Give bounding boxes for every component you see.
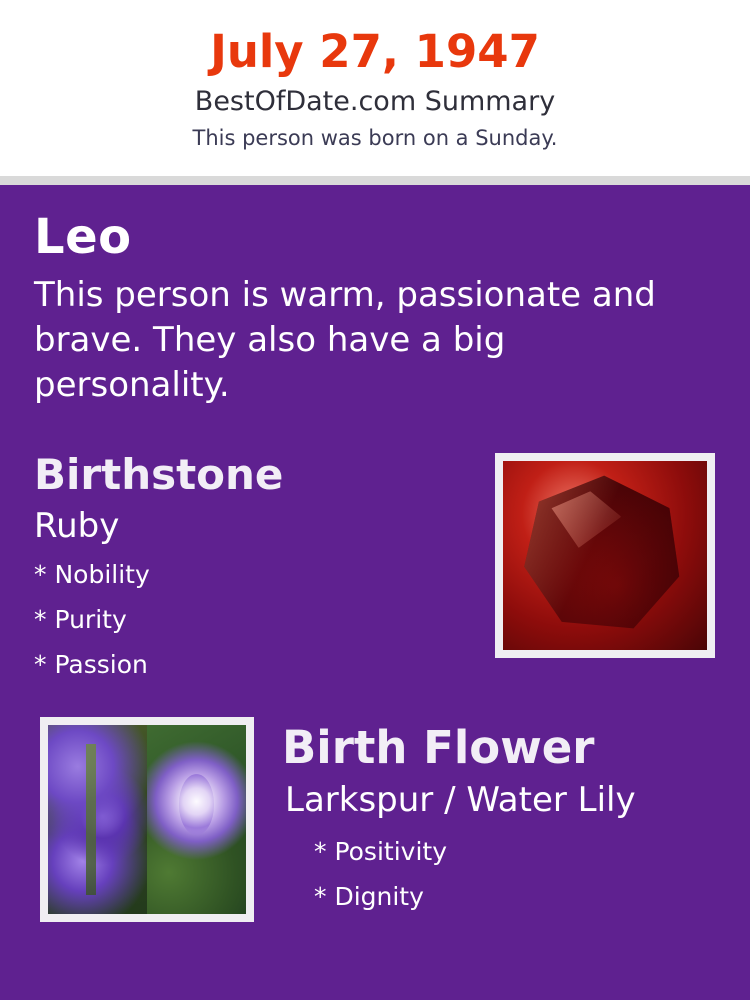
card-header bbox=[0, 0, 750, 176]
larkspur-image bbox=[48, 725, 147, 914]
birthflower-text bbox=[282, 717, 718, 919]
details-panel bbox=[0, 185, 750, 1000]
birthflower-title: Birth Flower bbox=[282, 721, 595, 774]
zodiac-description: This person is warm, passionate and brave. They also have a big personality. bbox=[34, 275, 656, 405]
header-divider bbox=[0, 176, 750, 185]
birthstone-name: Ruby bbox=[34, 506, 120, 546]
birthflower-trait: * Dignity bbox=[314, 882, 424, 911]
page-title: July 27, 1947 bbox=[210, 25, 540, 78]
water-lily-image bbox=[147, 725, 246, 914]
birthstone-trait: * Purity bbox=[34, 605, 127, 634]
birthflower-name: Larkspur / Water Lily bbox=[285, 780, 636, 820]
site-name: BestOfDate.com Summary bbox=[194, 86, 556, 117]
birthflower-photo bbox=[40, 717, 254, 922]
zodiac-sign-name: Leo bbox=[34, 209, 132, 265]
flower-image bbox=[48, 725, 246, 914]
birthstone-trait: * Nobility bbox=[34, 560, 150, 589]
birthstone-section bbox=[32, 448, 718, 687]
ruby-image bbox=[503, 461, 707, 650]
birthflower-section bbox=[32, 717, 718, 932]
birth-day-note: This person was born on a Sunday. bbox=[192, 126, 558, 150]
birthstone-photo bbox=[495, 453, 715, 658]
birthflower-trait: * Positivity bbox=[314, 837, 447, 866]
birthstone-title: Birthstone bbox=[34, 450, 284, 499]
birthstone-trait: * Passion bbox=[34, 650, 148, 679]
